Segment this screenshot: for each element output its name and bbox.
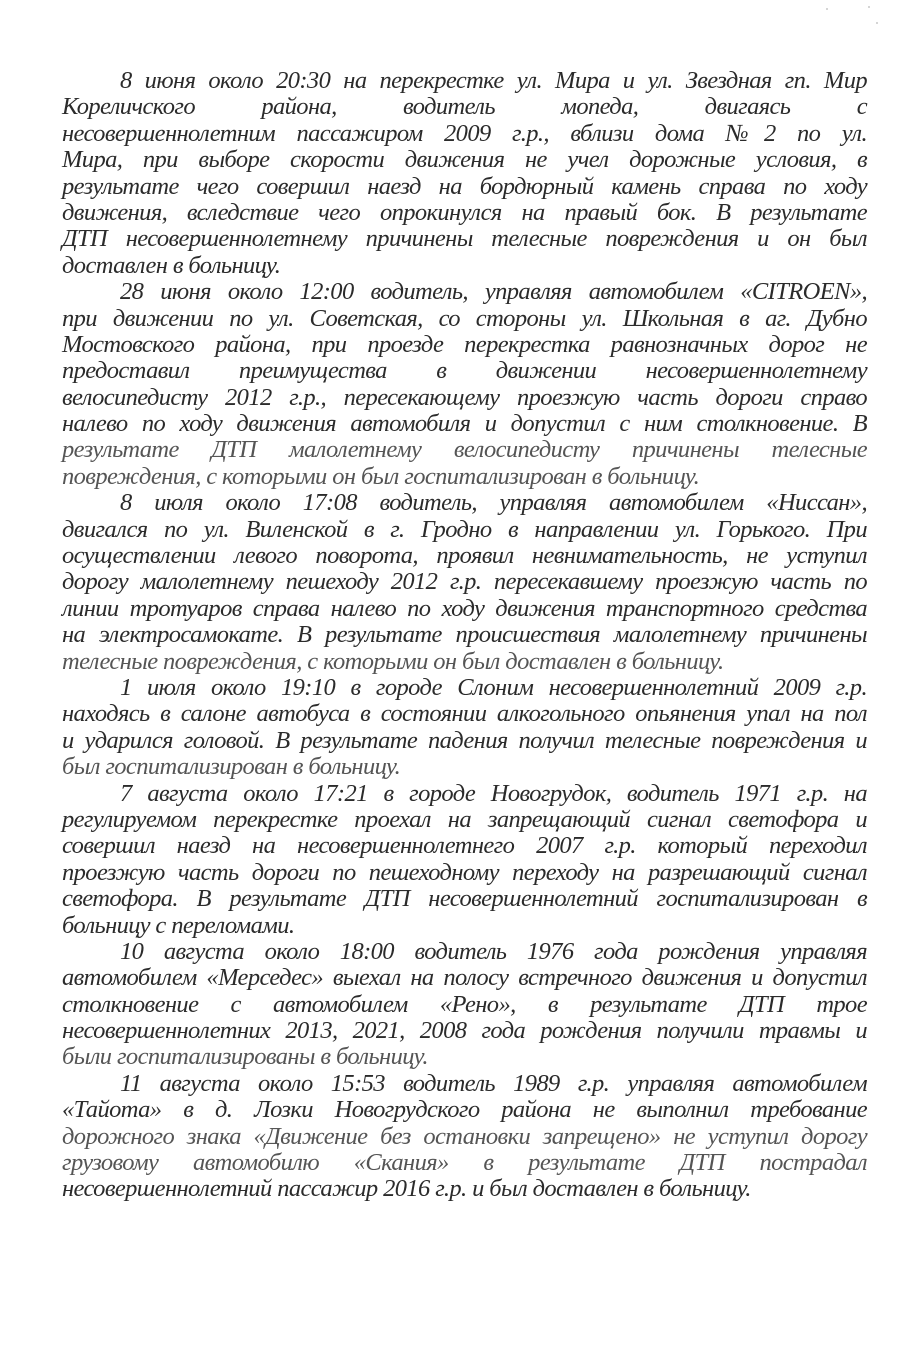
text-line: 28 июня около 12:00 водитель, управляя автомобилем «CITROEN», — [120, 278, 867, 306]
text-line: столкновение с автомобилем «Рено», в результате ДТП трое — [62, 990, 867, 1018]
text-line: осуществлении левого поворота, проявил невнимательность, не уступил — [62, 542, 867, 570]
text-line: Мостовского района, при проезде перекрестка равнозначных дорог не — [62, 330, 867, 358]
text-line: 10 августа около 18:00 водитель 1976 года рождения управляя — [120, 937, 867, 965]
text-line: ДТП несовершеннолетнему причинены телесные повреждения и он был — [62, 225, 867, 253]
paragraph-incident-july-1 — [62, 675, 867, 781]
paragraph-incident-august-10 — [62, 939, 867, 1071]
text-line: предоставил преимущества в движении несовершеннолетнему — [62, 357, 867, 385]
text-line: двигался по ул. Виленской в г. Гродно в направлении ул. Горького. При — [62, 515, 867, 543]
text-line: телесные повреждения, с которыми он был доставлен в больницу. — [62, 647, 724, 675]
text-line: несовершеннолетних 2013, 2021, 2008 года рождения получили травмы и — [62, 1017, 867, 1045]
text-line: 7 августа около 17:21 в городе Новогрудок, водитель 1971 г.р. на — [120, 779, 867, 807]
text-line: больницу с переломами. — [62, 911, 295, 939]
scan-speck — [826, 8, 828, 10]
text-line: доставлен в больницу. — [62, 251, 281, 279]
text-line: на электросамокате. В результате происшествия малолетнему причинены — [62, 621, 867, 649]
paragraph-incident-june-28 — [62, 279, 867, 490]
text-line: 8 июля около 17:08 водитель, управляя автомобилем «Ниссан», — [120, 489, 867, 517]
paragraph-incident-july-8 — [62, 490, 867, 675]
text-line: движения, вследствие чего опрокинулся на правый бок. В результате — [62, 198, 867, 226]
text-line: Кореличского района, водитель мопеда, двигаясь с — [62, 93, 867, 121]
text-line: находясь в салоне автобуса в состоянии алкогольного опьянения упал на пол — [62, 700, 867, 728]
paragraph-incident-june-8 — [62, 68, 867, 279]
text-line: линии тротуаров справа налево по ходу движения транспортного средства — [62, 594, 867, 622]
text-line: был госпитализирован в больницу. — [62, 753, 401, 781]
document-page — [62, 68, 867, 1203]
text-line: несовершеннолетний пассажир 2016 г.р. и был доставлен в больницу. — [62, 1175, 751, 1203]
scan-speck — [868, 6, 870, 8]
text-line: светофора. В результате ДТП несовершеннолетний госпитализирован в — [62, 885, 867, 913]
text-line: 11 августа около 15:53 водитель 1989 г.р. управляя автомобилем — [120, 1069, 867, 1097]
text-line: результате ДТП малолетнему велосипедисту причинены телесные — [62, 436, 867, 464]
text-line: 1 июля около 19:10 в городе Слоним несовершеннолетний 2009 г.р. — [120, 673, 867, 701]
paragraph-incident-august-7 — [62, 781, 867, 939]
text-line: проезжую часть дороги по пешеходному переходу на разрешающий сигнал — [62, 858, 867, 886]
text-line: повреждения, с которыми он был госпитализирован в больницу. — [62, 462, 700, 490]
paragraph-incident-august-11 — [62, 1071, 867, 1203]
text-line: были госпитализированы в больницу. — [62, 1043, 428, 1071]
text-line: регулируемом перекрестке проехал на запрещающий сигнал светофора и — [62, 805, 867, 833]
scan-speck — [876, 22, 878, 24]
text-line: Мира, при выборе скорости движения не учел дорожные условия, в — [62, 146, 867, 174]
text-line: велосипедисту 2012 г.р., пересекающему проезжую часть дороги справо — [62, 383, 867, 411]
text-line: 8 июня около 20:30 на перекрестке ул. Мира и ул. Звездная гп. Мир — [120, 67, 867, 94]
text-line: налево по ходу движения автомобиля и допустил с ним столкновение. В — [62, 410, 867, 438]
text-line: дорожного знака «Движение без остановки запрещено» не уступил дорогу — [62, 1122, 867, 1150]
text-line: несовершеннолетним пассажиром 2009 г.р., вблизи дома №2 по ул. — [62, 119, 867, 147]
text-line: совершил наезд на несовершеннолетнего 2007 г.р. который переходил — [62, 832, 867, 860]
text-line: грузовому автомобилю «Скания» в результате ДТП пострадал — [62, 1149, 867, 1177]
text-line: автомобилем «Мерседес» выехал на полосу встречного движения и допустил — [62, 964, 867, 992]
text-line: и ударился головой. В результате падения получил телесные повреждения и — [62, 726, 867, 754]
text-line: результате чего совершил наезд на бордюрный камень справа по ходу — [62, 172, 867, 200]
text-line: при движении по ул. Советская, со стороны ул. Школьная в аг. Дубно — [62, 304, 867, 332]
text-line: «Тайота» в д. Лозки Новогрудского района не выполнил требование — [62, 1096, 867, 1124]
text-line: дорогу малолетнему пешеходу 2012 г.р. пересекавшему проезжую часть по — [62, 568, 867, 596]
